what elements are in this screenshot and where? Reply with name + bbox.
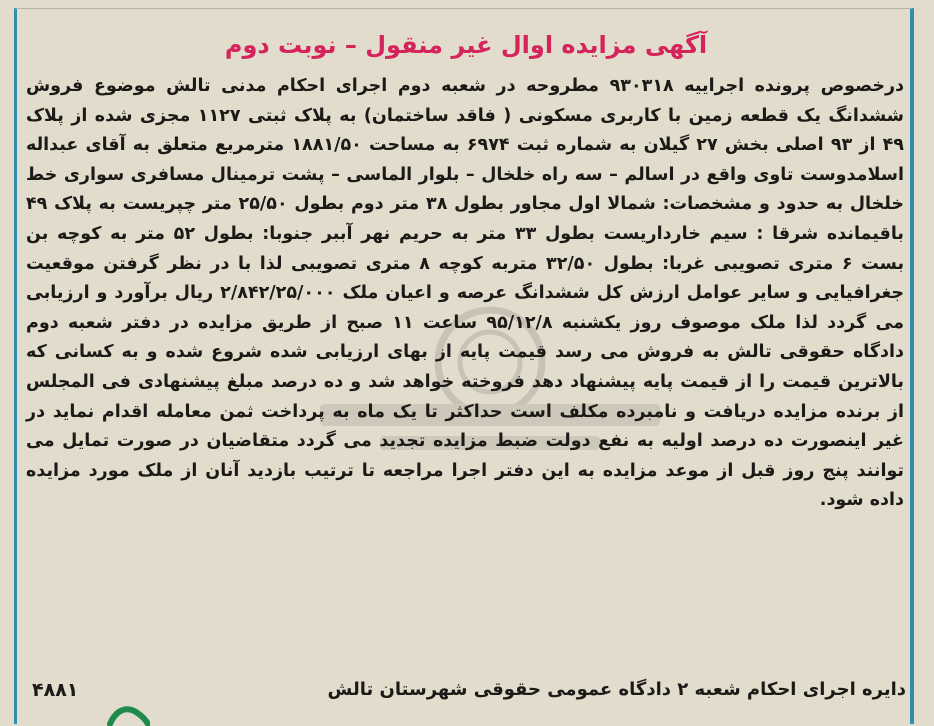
issuing-office: دایره اجرای احکام شعبه ۲ دادگاه عمومی حقوقی شهرستان تالش xyxy=(327,679,906,700)
notice-footer xyxy=(24,674,906,708)
green-ink-mark xyxy=(106,704,150,726)
notice-body: درخصوص پرونده اجراییه ۹۳۰۳۱۸ مطروحه در شعبه دوم اجرای احکام مدنی تالش موضوع فروش ششدانگ یک قطعه زمین با کاربری مسکونی ( فاقد ساختمان) به پلاک ثبتی ۱۱۲۷ مجزی شده از پلاک ۴۹ از ۹۳ اصلی بخش ۲۷ گیلان به شماره ثبت ۶۹۷۴ به مساحت ۱۸۸۱/۵۰ مترمربع متعلق به آقای عبداله اسلامدوست تاوی واقع در اسالم – سه راه خلخال – بلوار الماسی – پشت ترمینال مسافری سواری خط خلخال به حدود و مشخصات: شمالا اول مجاور بطول ۳۸ متر دوم بطول ۲۵/۵۰ متر چپریست به پلاک ۴۹ باقیمانده شرقا : سیم خارداریست بطول ۳۳ متر به حریم نهر آببر جنوبا: بطول ۵۲ متر به کوچه بن بست ۶ متری تصویبی غربا: بطول ۳۲/۵۰ متربه کوچه ۸ متری تصویبی لذا با در نظر گرفتن موقعیت جغرافیایی و سایر عوامل ارزش کل ششدانگ عرصه و اعیان ملک ۲/۸۴۲/۲۵/۰۰۰ ریال برآورد و ارزیابی می گردد لذا ملک موصوف روز یکشنبه ۹۵/۱۲/۸ ساعت ۱۱ صبح از طریق مزایده در دفتر شعبه دوم دادگاه حقوقی تالش به فروش می رسد قیمت پایه از بهای ارزیابی شده شروع شده و به کسانی که بالاترین قیمت را از قیمت پایه پیشنهاد دهد فروخته خواهد شد و ده درصد مبلغ پیشنهادی فی المجلس از برنده مزایده دریافت و نامبرده مکلف است حداکثر تا یک ماه به پرداخت ثمن معامله اقدام نماید در غیر اینصورت ده درصد اولیه به نفع دولت ضبط مزایده تجدید می گردد متقاضیان در صورت تمایل می توانند پنج روز قبل از موعد مزایده به این دفتر اجرا مراجعه تا ترتیب بازدید آنان از ملک مورد مزایده داده شود. xyxy=(26,76,905,511)
notice-title: آگهی مزایده اوال غیر منقول – نوبت دوم xyxy=(224,31,708,59)
notice-code: ۴۸۸۱ xyxy=(32,679,79,701)
